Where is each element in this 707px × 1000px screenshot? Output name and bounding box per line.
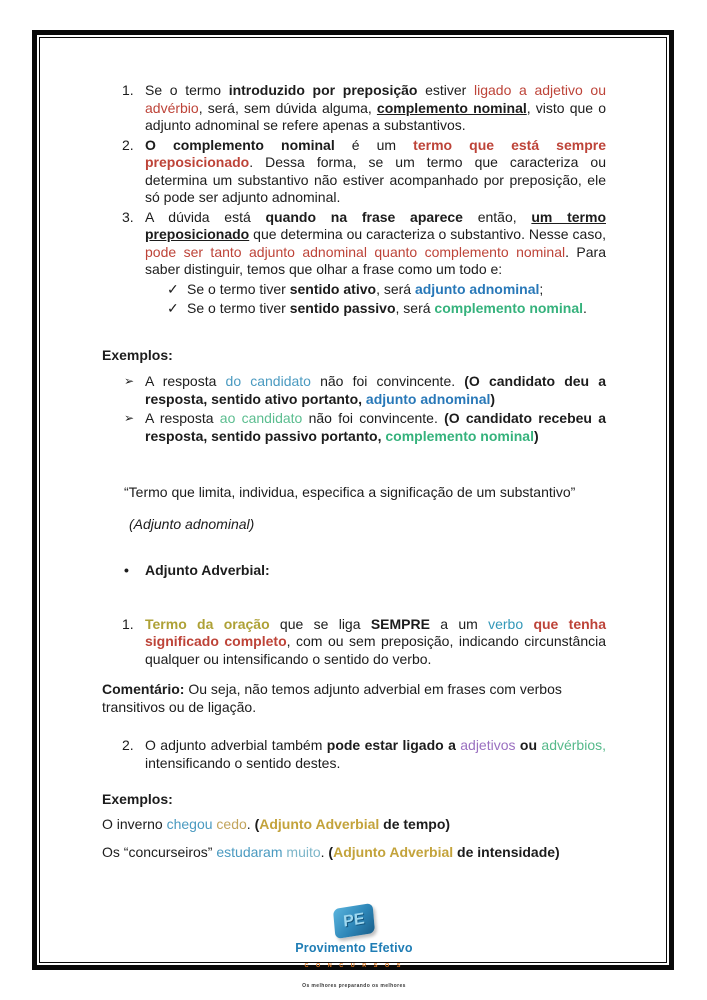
text-segment: é um <box>334 136 414 153</box>
list-item-text <box>145 209 606 278</box>
text-segment: . <box>583 300 587 316</box>
check-item-text <box>187 281 543 297</box>
text-segment: Termo da oração <box>145 615 270 632</box>
text-segment: O complemento nominal <box>145 136 335 153</box>
text-segment: intensificando o sentido destes. <box>145 754 341 771</box>
list-number: 2. <box>122 737 134 753</box>
list-number: 1. <box>122 82 134 98</box>
arrowhead-bullet-icon: ➢ <box>124 411 135 425</box>
text-segment: Adjunto Adverbial <box>259 815 380 832</box>
quote-attribution-label: (Adjunto adnominal) <box>129 515 255 532</box>
text-segment: quando na frase aparece <box>265 208 463 225</box>
text-segment: estiver <box>417 82 475 98</box>
adverbial-item-1 <box>102 616 606 669</box>
text-segment: , visto que o adjunto adnominal se refere apenas a substantivos. <box>145 99 606 133</box>
text-segment: adjunto adnominal <box>414 280 540 297</box>
text-segment: ; <box>539 280 544 297</box>
text-segment: a um <box>429 615 489 632</box>
section-heading-adjunto-adverbial <box>102 562 606 580</box>
text-segment: Os “concurseiros” <box>102 844 217 860</box>
text-segment: , será <box>395 300 435 316</box>
text-segment: . <box>320 844 329 860</box>
text-segment: Se o termo <box>145 82 229 98</box>
text-segment: ligado a adjetivo ou advérbio <box>145 82 606 116</box>
text-segment: A dúvida está <box>145 208 266 225</box>
arrow-item-text <box>145 373 606 407</box>
text-segment: Se o termo tiver <box>187 300 290 316</box>
text-segment: Ou seja, não temos adjunto adverbial em frases com verbos transitivos ou de ligação. <box>102 681 562 715</box>
text-segment: O inverno <box>102 815 167 832</box>
arrowhead-bullet-icon: ➢ <box>124 374 135 388</box>
example-sentence-tempo <box>102 816 606 834</box>
text-segment: . Para saber distinguir, temos que olhar a frase como um todo e: <box>145 243 606 277</box>
text-segment: complemento nominal <box>385 427 534 444</box>
list-number: 2. <box>122 136 134 153</box>
definition-quote: “Termo que limita, individua, especifica a significação de um substantivo” <box>124 484 576 500</box>
example-sentence-intensidade <box>102 844 606 862</box>
text-segment: , com ou sem preposição, indicando circunstância qualquer ou intensificando o sentido do verbo. <box>145 633 606 667</box>
text-segment: (O candidato recebeu a resposta, sentido passivo portanto, <box>145 410 607 444</box>
text-segment: não foi convincente. <box>302 410 445 426</box>
text-segment: cedo <box>216 815 247 832</box>
text-segment: que se liga <box>269 615 371 632</box>
text-segment: ao candidato <box>219 410 303 426</box>
logo-brand-name: Provimento Efetivo <box>295 940 413 955</box>
text-segment: que determina ou caracteriza o substantivo. Nesse caso, <box>249 226 606 242</box>
check-item-text <box>187 300 587 316</box>
list-item-text <box>145 82 606 133</box>
text-segment: introduzido por preposição <box>228 82 418 98</box>
logo-tagline: Os melhores preparando os melhores <box>302 982 406 989</box>
text-segment: não foi convincente. <box>310 373 465 389</box>
text-segment: do candidato <box>225 373 311 389</box>
text-segment: ) <box>490 390 496 407</box>
logo-initials: PE <box>342 910 366 931</box>
text-segment: Se o termo tiver <box>187 280 290 297</box>
section-heading-text: Adjunto Adverbial: <box>145 562 270 578</box>
list-item-2 <box>102 137 606 207</box>
text-segment: ( <box>254 815 260 832</box>
text-segment: sentido passivo <box>289 300 396 316</box>
text-segment <box>523 616 533 632</box>
bullet-icon: • <box>124 562 129 578</box>
list-item-3 <box>102 209 606 279</box>
text-segment: que tenha significado completo <box>145 615 606 649</box>
text-segment: termo que está sempre preposicionado <box>145 136 606 170</box>
text-segment: Adjunto Adverbial <box>333 844 454 860</box>
checkmark-icon: ✓ <box>167 280 179 297</box>
check-item-sentido-ativo <box>102 281 606 299</box>
list-number: 1. <box>122 615 134 632</box>
list-item-text <box>145 616 606 667</box>
text-segment: muito <box>286 844 321 860</box>
footer-logo <box>102 906 606 996</box>
list-item-text <box>145 137 606 206</box>
numbered-list-complemento <box>102 82 606 318</box>
text-segment: advérbios, <box>541 737 606 753</box>
text-segment: complemento nominal <box>376 99 527 116</box>
text-segment: O adjunto adverbial também <box>145 737 327 753</box>
text-segment: estudaram <box>216 844 283 860</box>
text-segment: um termo preposicionado <box>145 208 606 242</box>
text-segment: adjunto adnominal <box>365 390 491 407</box>
text-segment: ou <box>519 737 542 753</box>
text-segment: adjetivos <box>460 737 516 753</box>
examples-heading-1: Exemplos: <box>102 346 173 363</box>
comment-paragraph <box>102 681 606 716</box>
page-content <box>40 38 666 989</box>
text-segment: ) <box>533 427 539 444</box>
text-segment: de tempo) <box>379 815 451 832</box>
page-border-frame <box>32 30 674 989</box>
list-item-text <box>145 737 606 771</box>
text-segment: Comentário: <box>102 681 185 697</box>
text-segment: pode ser tanto adjunto adnominal quanto complemento nominal <box>145 243 566 260</box>
provimento-efetivo-cube-logo-icon <box>333 902 375 938</box>
text-segment: . <box>246 815 255 832</box>
numbered-list-adverbial-continued <box>102 737 606 772</box>
page-border-inner-line <box>39 37 667 989</box>
text-segment: pode estar ligado a <box>326 737 461 753</box>
text-segment: sentido ativo <box>289 280 377 297</box>
logo-subtitle: C O N C U R S O S <box>304 963 404 969</box>
text-segment: A resposta <box>145 373 226 389</box>
text-segment: . Dessa forma, se um termo que caracteriza ou determina um substantivo não estiver acompanhado por preposição, ele só pode ser adjunto adnominal. <box>145 154 606 205</box>
text-segment: complemento nominal <box>434 300 583 316</box>
text-segment: SEMPRE <box>370 615 430 632</box>
adverbial-item-2 <box>102 737 606 772</box>
text-segment: (O candidato deu a resposta, sentido ativo portanto, <box>145 373 607 407</box>
text-segment: ( <box>328 844 334 860</box>
arrow-item-text <box>145 410 606 444</box>
check-item-sentido-passivo <box>102 300 606 318</box>
text-segment: de intensidade) <box>453 844 560 860</box>
list-item-1 <box>102 82 606 135</box>
examples-arrow-list <box>102 373 606 445</box>
arrow-item-ao-candidato <box>102 410 606 445</box>
text-segment: , será <box>376 280 415 297</box>
list-number: 3. <box>122 208 134 225</box>
text-segment: A resposta <box>145 410 220 426</box>
checkmark-icon: ✓ <box>167 300 179 316</box>
examples-heading-2: Exemplos: <box>102 791 173 807</box>
arrow-item-do-candidato <box>102 373 606 408</box>
numbered-list-adverbial <box>102 616 606 669</box>
text-segment: , será, sem dúvida alguma, <box>198 99 377 116</box>
text-segment: chegou <box>166 815 213 832</box>
text-segment: então, <box>462 208 532 225</box>
text-segment: verbo <box>488 615 524 632</box>
